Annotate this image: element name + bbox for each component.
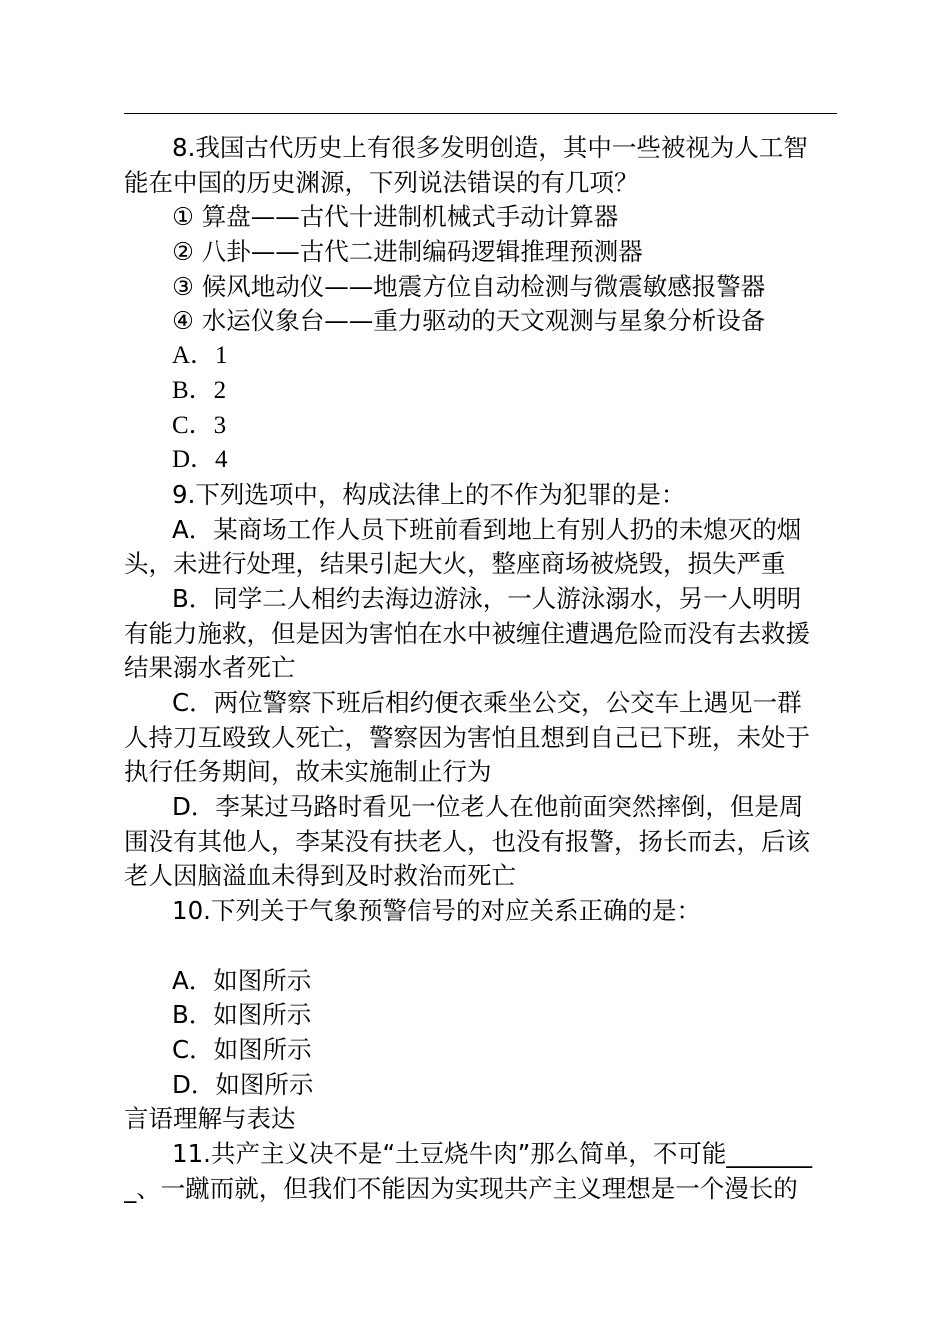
- q9-option-b-line3: 结果溺水者死亡: [124, 653, 296, 683]
- q9-option-c-line2: 人持刀互殴致人死亡，警察因为害怕且想到自己已下班，未处于: [124, 722, 810, 752]
- q8-option-a: A．1: [172, 342, 228, 370]
- q9-option-a-line1: A．某商场工作人员下班前看到地上有别人扔的未熄灭的烟: [172, 514, 802, 544]
- q9-option-d-line3: 老人因脑溢血未得到及时救治而死亡: [124, 861, 516, 891]
- q8-item-4: ④ 水运仪象台——重力驱动的天文观测与星象分析设备: [172, 306, 766, 336]
- q8-item-3: ③ 候风地动仪——地震方位自动检测与微震敏感报警器: [172, 271, 766, 301]
- q8-option-c: C．3: [172, 411, 227, 439]
- document-body: [124, 131, 837, 1206]
- q9-option-a-line2: 头，未进行处理，结果引起大火，整座商场被烧毁，损失严重: [124, 549, 786, 579]
- section-title: 言语理解与表达: [124, 1104, 296, 1134]
- q8-option-b: B．2: [172, 376, 227, 404]
- q10-option-b: B．如图所示: [172, 1000, 312, 1030]
- q9-option-b-line1: B．同学二人相约去海边游泳，一人游泳溺水，另一人明明: [172, 583, 802, 613]
- q10-option-d: D．如图所示: [172, 1069, 314, 1099]
- q10-option-a: A．如图所示: [172, 965, 312, 995]
- q8-option-d: D．4: [172, 446, 228, 474]
- q8-item-1: ① 算盘——古代十进制机械式手动计算器: [172, 202, 619, 232]
- q11-stem-line2: _、一蹴而就，但我们不能因为实现共产主义理想是一个漫长的: [124, 1173, 798, 1203]
- q9-option-b-line2: 有能力施救，但是因为害怕在水中被缠住遭遇危险而没有去救援: [124, 618, 810, 648]
- q10-stem: 10.下列关于气象预警信号的对应关系正确的是：: [172, 896, 701, 926]
- q9-option-d-line2: 围没有其他人，李某没有扶老人，也没有报警，扬长而去，后该: [124, 826, 810, 856]
- q8-stem-line1: 8.我国古代历史上有很多发明创造，其中一些被视为人工智: [172, 133, 808, 162]
- q10-option-c: C．如图所示: [172, 1034, 312, 1064]
- q9-stem: 9.下列选项中，构成法律上的不作为犯罪的是：: [172, 479, 686, 509]
- q11-stem-line1: 11.共产主义决不是“土豆烧牛肉”那么简单，不可能_______: [172, 1138, 813, 1168]
- q8-item-2: ② 八卦——古代二进制编码逻辑推理预测器: [172, 237, 643, 267]
- q9-option-c-line3: 执行任务期间，故未实施制止行为: [124, 757, 492, 787]
- q9-option-d-line1: D．李某过马路时看见一位老人在他前面突然摔倒，但是周: [172, 792, 804, 822]
- q8-stem-line2: 能在中国的历史渊源，下列说法错误的有几项？: [124, 167, 639, 197]
- q10-figure-space: [124, 929, 837, 964]
- header-rule: [124, 113, 837, 114]
- q9-option-c-line1: C．两位警察下班后相约便衣乘坐公交，公交车上遇见一群: [172, 688, 802, 717]
